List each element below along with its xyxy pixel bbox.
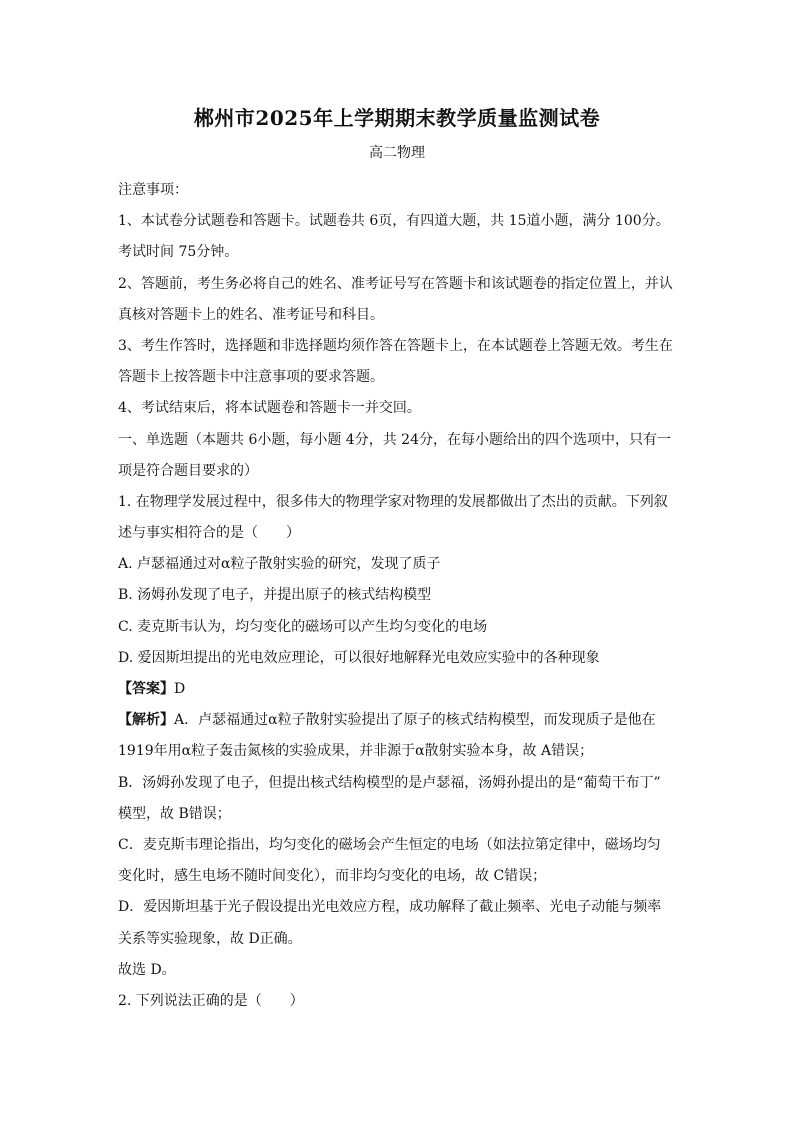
analysis-line: 关系等实验现象，故 D正确。 (118, 930, 302, 947)
question-1-option-b: B. 汤姆孙发现了电子，并提出原子的核式结构模型 (118, 587, 432, 604)
section-header-line: 项是符合题目要求的） (118, 462, 258, 479)
analysis-line: D．爱因斯坦基于光子假设提出光电效应方程，成功解释了截止频率、光电子动能与频率 (118, 899, 662, 916)
question-1-answer (118, 674, 678, 705)
analysis-line: B．汤姆孙发现了电子，但提出核式结构模型的是卢瑟福，汤姆孙提出的是“葡萄干布丁” (118, 774, 661, 791)
notice-line: 2、答题前，考生务必将自己的姓名、准考证号写在答题卡和该试题卷的指定位置上，并认 (118, 275, 673, 292)
analysis-line: C．麦克斯韦理论指出，均匀变化的磁场会产生恒定的电场（如法拉第定律中，磁场均匀 (118, 836, 661, 853)
analysis-line: 故选 D。 (118, 961, 176, 978)
question-1-analysis (118, 705, 678, 736)
notice-line: 4、考试结束后，将本试题卷和答题卡一并交回。 (118, 400, 421, 417)
answer-label: 【答案】 (118, 681, 174, 697)
analysis-line: 1919年用α粒子轰击氮核的实验成果，并非源于α散射实验本身，故 A错误； (118, 743, 594, 760)
notice-line: 3、考生作答时，选择题和非选择题均须作答在答题卡上，在本试题卷上答题无效。考生在 (118, 337, 673, 354)
exam-title: 郴州市2025年上学期期末教学质量监测试卷 (193, 106, 601, 130)
question-2-stem: 2. 下列说法正确的是（ ） (118, 992, 304, 1009)
analysis-text: A．卢瑟福通过α粒子散射实验提出了原子的核式结构模型，而发现质子是他在 (174, 712, 656, 729)
question-1-stem-line: 述与事实相符合的是（ ） (118, 525, 300, 542)
exam-subject: 高二物理 (369, 145, 425, 161)
analysis-line: 变化时，感生电场不随时间变化），而非均匀变化的电场，故 C错误； (118, 868, 547, 885)
notice-line: 答题卡上按答题卡中注意事项的要求答题。 (118, 369, 384, 386)
analysis-label: 【解析】 (118, 712, 174, 729)
notice-line: 考试时间 75分钟。 (118, 244, 239, 261)
analysis-line: 模型，故 B错误； (118, 805, 231, 822)
exam-body (118, 175, 678, 1017)
answer-value: D (174, 681, 186, 697)
section-header-line: 一、单选题（本题共 6小题，每小题 4分，共 24分，在每小题给出的四个选项中，只有一 (118, 431, 671, 448)
notice-line: 1、本试卷分试题卷和答题卡。试题卷共 6页，有四道大题，共 15道小题，满分 100分。 (118, 213, 670, 230)
question-1-stem-line: 1. 在物理学发展过程中，很多伟大的物理学家对物理的发展都做出了杰出的贡献。下列叙 (118, 493, 668, 510)
notice-heading: 注意事项： (118, 182, 188, 198)
question-1-option-a: A. 卢瑟福通过对α粒子散射实验的研究，发现了质子 (118, 556, 441, 573)
question-1-option-d: D. 爱因斯坦提出的光电效应理论，可以很好地解释光电效应实验中的各种现象 (118, 649, 600, 666)
notice-line: 真核对答题卡上的姓名、准考证号和科目。 (118, 306, 384, 323)
question-1-option-c: C. 麦克斯韦认为，均匀变化的磁场可以产生均匀变化的电场 (118, 618, 488, 635)
